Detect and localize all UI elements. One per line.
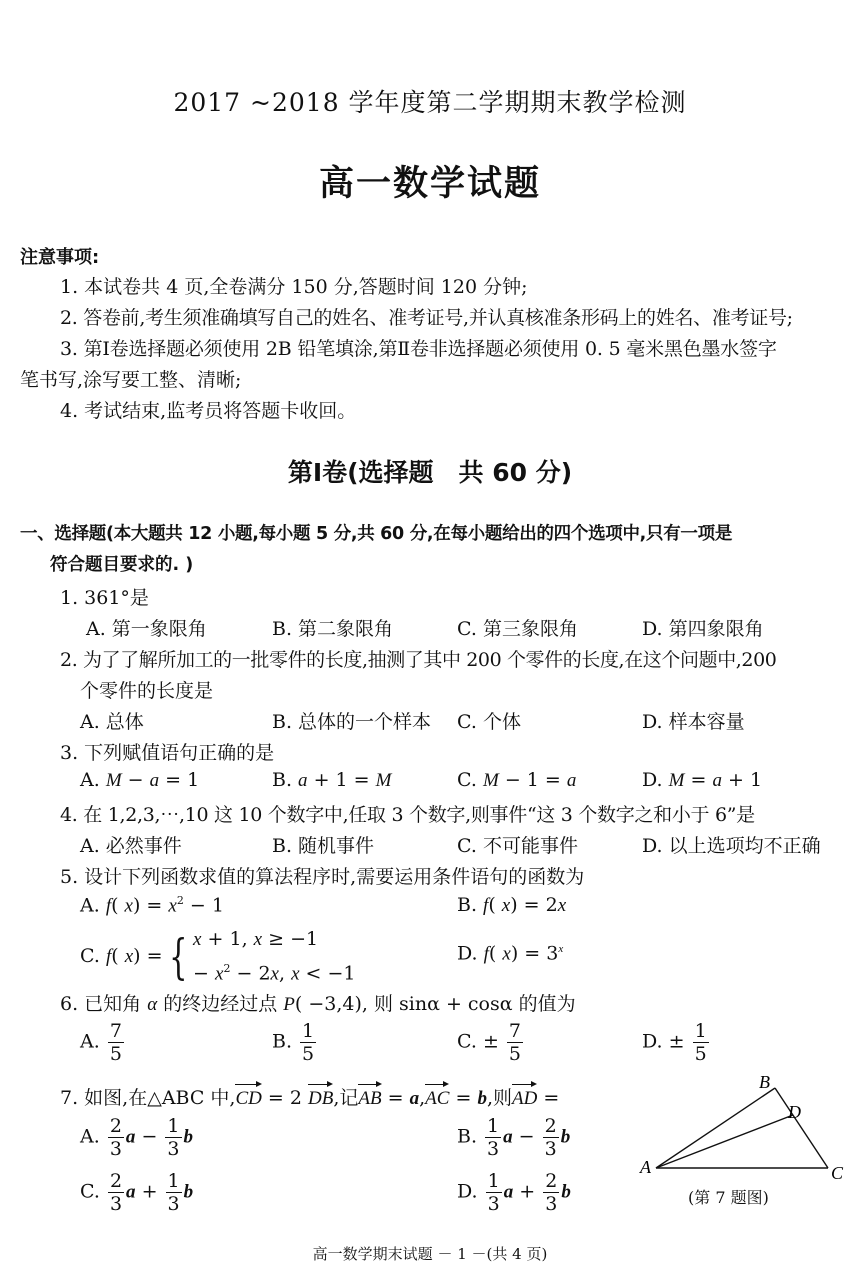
section-instruction: 符合题目要求的. ) <box>50 555 194 575</box>
question-2-option-c: C. 个体 <box>457 711 521 733</box>
section-title: 第Ⅰ卷(选择题 共 60 分) <box>287 458 573 487</box>
notice-item: 3. 第Ⅰ卷选择题必须使用 2B 铅笔填涂,第Ⅱ卷非选择题必须使用 0. 5 毫米黑色墨水签字 <box>60 338 777 360</box>
notice-item: 1. 本试卷共 4 页,全卷满分 150 分,答题时间 120 分钟; <box>60 276 528 298</box>
left-brace-icon: { <box>168 928 187 985</box>
question-3-stem: 3. 下列赋值语句正确的是 <box>60 742 275 764</box>
question-1-stem: 1. 361°是 <box>60 587 149 609</box>
question-6-option-a: A. $\frac{7}{5}$ <box>80 1020 122 1065</box>
question-4-option-c: C. 不可能事件 <box>457 835 578 857</box>
question-1-option-b: B. 第二象限角 <box>272 618 394 640</box>
question-7-option-a: A. $\frac{2}{3}$ a − $\frac{1}{3}$ b <box>80 1115 193 1160</box>
question-7-stem: 7. 如图,在△ABC 中,CD = 2 DB,记AB = a,AC = b,则AD = <box>60 1087 560 1109</box>
question-6-stem: 6. 已知角 α 的终边经过点 P( −3,4), 则 sinα + cosα 的值为 <box>60 993 576 1015</box>
question-7-option-d: D. $\frac{1}{3}$ a + $\frac{2}{3}$ b <box>457 1170 571 1215</box>
notice-heading: 注意事项: <box>20 247 100 268</box>
notice-item: 4. 考试结束,监考员将答题卡收回。 <box>60 400 357 422</box>
question-2-option-d: D. 样本容量 <box>642 711 745 733</box>
question-2-stem: 2. 为了了解所加工的一批零件的长度,抽测了其中 200 个零件的长度,在这个问题中,200 <box>60 649 777 671</box>
vertex-label-c: C <box>831 1163 844 1183</box>
page-title: 高一数学试题 <box>318 164 541 204</box>
question-7-option-c: C. $\frac{2}{3}$ a + $\frac{1}{3}$ b <box>80 1170 194 1215</box>
triangle-abc-figure <box>638 1072 848 1192</box>
question-5-option-c: C. f( x) = { x + 1, x ≥ −1 − $x^2 - 2x$, x < −1 <box>80 928 356 985</box>
vertex-label-a: A <box>640 1157 651 1177</box>
question-6-option-d: D. ± $\frac{1}{5}$ <box>642 1020 707 1065</box>
question-4-option-d: D. 以上选项均不正确 <box>642 835 821 857</box>
page-footer: 高一数学期末试题 － 1 －(共 4 页) <box>312 1245 548 1263</box>
question-6-option-c: C. ± $\frac{7}{5}$ <box>457 1020 521 1065</box>
question-4-option-a: A. 必然事件 <box>80 835 182 857</box>
question-3-option-b: B. a + 1 = M <box>272 769 392 791</box>
question-2-option-a: A. 总体 <box>80 711 144 733</box>
question-5-option-b: B. f( x) = 2x <box>457 894 567 916</box>
question-6-option-b: B. $\frac{1}{5}$ <box>272 1020 315 1065</box>
exam-header-line: 2017 ~2018 学年度第二学期期末教学检测 <box>173 88 687 117</box>
section-instruction: 一、选择题(本大题共 12 小题,每小题 5 分,共 60 分,在每小题给出的四个选项中,只有一项是 <box>20 524 733 544</box>
question-1-option-d: D. 第四象限角 <box>642 618 764 640</box>
notice-item: 2. 答卷前,考生须准确填写自己的姓名、准考证号,并认真核准条形码上的姓名、准考证号; <box>60 307 793 329</box>
question-4-stem: 4. 在 1,2,3,⋯,10 这 10 个数字中,任取 3 个数字,则事件“这 3 个数字之和小于 6”是 <box>60 804 755 826</box>
question-1-option-c: C. 第三象限角 <box>457 618 578 640</box>
vertex-label-d: D <box>788 1102 801 1122</box>
question-2-option-b: B. 总体的一个样本 <box>272 711 432 733</box>
vertex-label-b: B <box>759 1072 770 1092</box>
question-7-option-b: B. $\frac{1}{3}$ a − $\frac{2}{3}$ b <box>457 1115 571 1160</box>
question-5-option-a: A. f( $x) = x^2 - 1$ <box>80 894 224 917</box>
question-2-stem: 个零件的长度是 <box>80 680 214 702</box>
notice-item: 笔书写,涂写要工整、清晰; <box>20 369 242 391</box>
question-3-option-d: D. M = a + 1 <box>642 769 763 791</box>
question-4-option-b: B. 随机事件 <box>272 835 375 857</box>
question-5-stem: 5. 设计下列函数求值的算法程序时,需要运用条件语句的函数为 <box>60 866 585 888</box>
question-3-option-a: A. M − a = 1 <box>80 769 200 791</box>
question-5-option-d: D. f( $x) = 3^x$ <box>457 942 564 965</box>
question-1-option-a: A. 第一象限角 <box>86 618 207 640</box>
figure-caption: (第 7 题图) <box>688 1188 769 1207</box>
question-3-option-c: C. M − 1 = a <box>457 769 577 791</box>
